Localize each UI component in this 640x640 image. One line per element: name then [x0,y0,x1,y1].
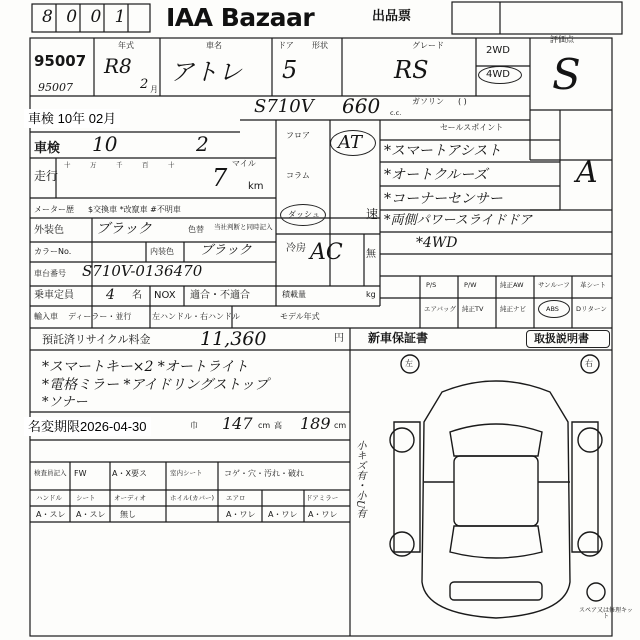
car-rear-bumper [450,582,542,600]
condition-value-1: A・スレ [36,510,66,519]
shaken-month-hand: 2 [196,132,209,156]
spare-note: スペア又は修理キット [579,607,633,620]
warranty-label: 新車保証書 [368,331,429,345]
load-unit: kg [366,290,376,299]
condition-header-4: コゲ・穴・汚れ・破れ [224,469,304,478]
car-rear-window [450,526,542,558]
exterior-color: ブラック [96,221,152,237]
interior-score: A [576,155,598,190]
chassis-number: S710V-0136470 [82,262,203,280]
car-windshield [450,424,542,456]
selling-point-1: *スマートアシスト [384,143,502,159]
condition-value-5: A・ワレ [268,510,298,519]
column-label: コラム [286,171,310,180]
name-label: 車名 [206,41,222,50]
inspection-value: 10年 02月 [57,111,117,126]
model-year-label: モデル年式 [280,312,320,321]
entry-number-handwritten: 95007 [38,81,73,94]
overall-score: S [552,50,581,99]
logo-subtitle: 出品票 [372,9,412,24]
height-label: 高 [274,421,282,430]
equipment-tv: 純正TV [462,305,484,313]
condition-header-3: 室内シート [170,469,203,477]
handle-value: 左ハンドル・右ハンドル [152,312,240,321]
mileage-unit-3: 千 [116,161,123,169]
side-note: 小キズ有・小U有 [354,440,365,519]
entry-number: 95007 [34,52,87,70]
capacity-label: 乗車定員 [34,290,74,301]
displacement: 660 [342,94,381,118]
import-value: ディーラー・並行 [68,312,132,321]
condition-value-2: A・スレ [76,510,106,519]
vehicle-name: アトレ [170,58,242,86]
condition-row-label-3: オーディオ [114,494,146,502]
nox-value: 適合・不適合 [190,290,250,301]
recycle-label: 預託済リサイクル料金 [42,333,151,346]
plate-expiry-overlay: 名変期限2026-04-30 [24,417,151,436]
model-code: S710V [254,96,314,117]
selling-points-label: セールスポイント [440,123,504,132]
shaken-label: 車検 [34,141,61,156]
mileage-unit-5: 十 [168,161,175,169]
meter-note: 当社判断と同時記入 [214,223,273,231]
dash-label: ダッシュ [288,210,320,219]
floor-label: フロア [286,131,310,140]
selling-point-2: *オートクルーズ [384,167,488,183]
recycle-value: 11,360 [200,328,267,350]
doors-value: 5 [282,56,298,84]
equipment-leather: 革シート [580,281,606,289]
car-roof [454,456,538,526]
at-value: AT [338,132,363,153]
condition-row-label-1: ハンドル [36,494,62,502]
width-label: 巾 [190,421,198,430]
mileage-unit-4: 百 [142,161,149,169]
equipment-abs: ABS [546,305,559,313]
mileage-unit-1: 十 [64,161,71,169]
note-line-2: *電格ミラー *アイドリングストップ [42,377,269,393]
selling-point-4: *両側パワースライドドア [384,213,533,228]
inspection-overlay [24,109,120,128]
width-unit: cm [258,421,271,430]
equipment-aw: 純正AW [500,281,524,289]
grade-label: グレード [412,41,444,50]
ac-value: AC [310,240,343,265]
height-unit: cm [334,421,347,430]
condition-value-6: A・ワレ [308,510,338,519]
month-value: 2 [140,77,149,92]
year-value: R8 [104,54,132,78]
condition-value-4: A・ワレ [226,510,256,519]
displacement-unit: c.c. [390,109,402,117]
spare-marker-circle [587,583,605,601]
equipment-dreturn: Dリターン [576,305,607,313]
equipment-pw: P/W [464,281,477,289]
note-line-1: *スマートキー×2 *オートライト [42,359,249,375]
condition-row-label-4: ホイル(カバー) [170,494,215,502]
grade-value: RS [394,56,429,84]
left-label: 左 [405,359,413,368]
doors-label: ドア [278,41,294,50]
capacity-value: 4 [106,287,115,303]
condition-row-label-6: ドアミラー [306,494,339,502]
fuel-type: ガソリン [412,97,444,106]
import-label: 輸入車 [34,312,58,321]
meter-options: $交換車 *改竄車 #不明車 [88,205,181,214]
height-value: 189 [300,414,331,433]
inspector-label: 検査員記入 [34,469,67,477]
mileage-unit: km [248,181,264,192]
interior-color: ブラック [200,243,252,258]
color-code-label: カラーNo. [34,247,72,256]
mileage-value: 7 [212,164,228,192]
interior-color-label: 内装色 [150,247,174,256]
score-label: 評価点 [550,35,574,44]
year-label: 年式 [118,41,134,50]
note-line-3: *ソナー [42,395,88,410]
mile-label: マイル [232,159,256,168]
car-damage-diagram [380,352,612,636]
inspection-label: 車検 [28,111,55,126]
equipment-airbag: エアバッグ [424,305,456,313]
equipment-sunroof: サンルーフ [538,281,570,289]
month-unit: 月 [150,85,158,94]
speed-label: 速 [366,207,379,221]
right-label: 右 [585,359,593,368]
width-value: 147 [222,414,253,433]
iaa-bazaar-logo: IAA Bazaar [166,3,315,32]
equipment-navi: 純正ナビ [500,305,526,313]
equipment-ps: P/S [426,281,437,289]
exterior-color-label: 外装色 [34,225,64,236]
mileage-unit-2: 万 [90,161,97,169]
condition-value-3: 無し [120,510,136,519]
capacity-unit: 名 [132,290,142,301]
ac-label: 冷房 [286,243,306,254]
load-label: 積載量 [282,290,306,299]
fuel-other: ( ) [458,97,467,106]
mileage-label: 走行 [34,169,59,183]
color-change-label: 色替 [188,225,204,234]
lot-number: 8 0 0 1 [42,7,130,27]
meter-change-label: メーター歴 [34,205,74,214]
selling-point-3: *コーナーセンサー [384,191,503,207]
drive-2wd: 2WD [486,45,510,56]
condition-header-1: FW [74,469,87,478]
manual-label: 取扱説明書 [534,332,589,345]
recycle-unit: 円 [334,333,344,344]
drive-4wd: 4WD [486,69,510,80]
condition-header-2: A・X要ス [112,469,147,478]
shaken-year-hand: 10 [92,132,118,156]
no-ac-label: 無 [366,249,376,260]
condition-row-label-5: エアロ [226,494,246,502]
chassis-label: 車台番号 [34,269,66,278]
selling-point-5: *4WD [416,235,458,251]
condition-row-label-2: シート [76,494,96,502]
shape-label: 形状 [312,41,328,50]
nox-label: NOX [154,290,176,301]
